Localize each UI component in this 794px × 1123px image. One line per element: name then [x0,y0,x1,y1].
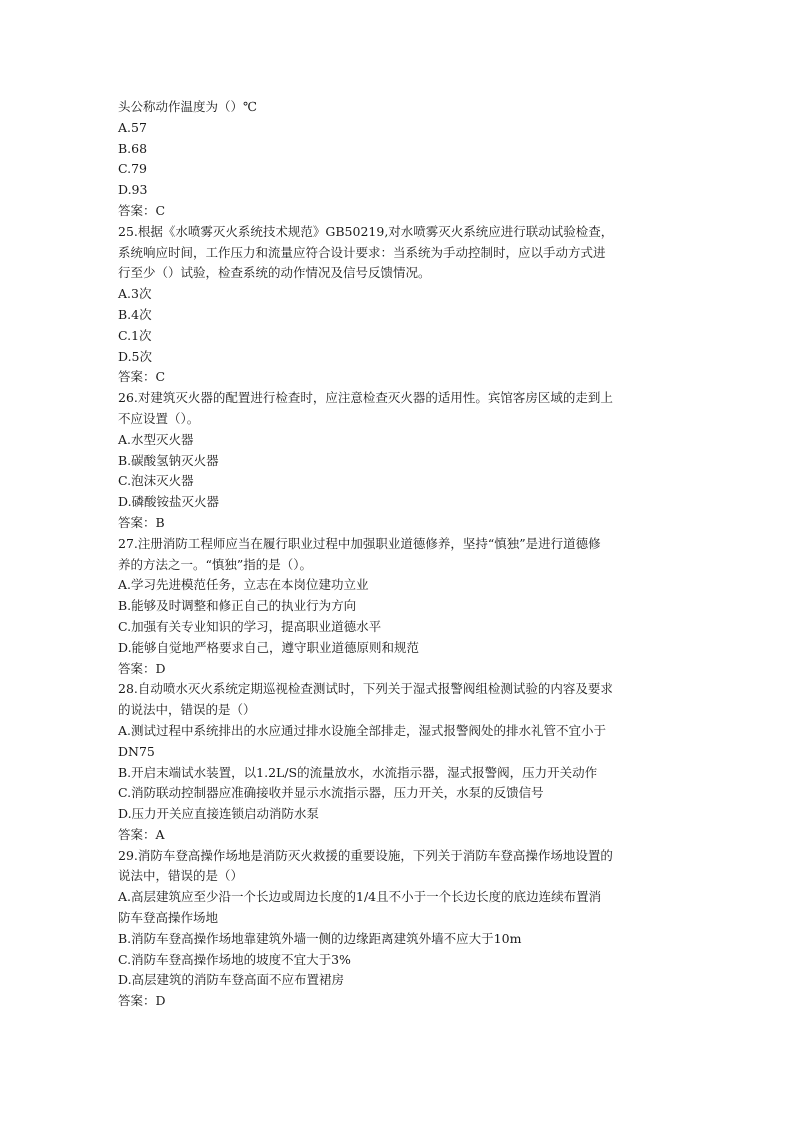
option-line: D.能够自觉地严格要求自己，遵守职业道德原则和规范 [118,639,420,655]
text-line: 的说法中，错误的是（） [118,702,256,718]
option-line: B.消防车登高操作场地靠建筑外墙一侧的边缘距离建筑外墙不应大于10m [118,930,522,946]
option-line: B.开启末端试水装置，以1.2L/S的流量放水，水流指示器，湿式报警阀，压力开关动作 [118,764,598,780]
option-line: D.磷酸铵盐灭火器 [118,494,220,510]
option-line: A.57 [118,119,147,135]
document-body [118,97,678,1012]
option-line: B.4次 [118,306,152,322]
option-line: D.高层建筑的消防车登高面不应布置裙房 [118,972,345,988]
answer-line: 答案：B [118,514,165,530]
option-line: B.碳酸氢钠灭火器 [118,452,219,468]
option-line: D.压力开关应直接连锁启动消防水泵 [118,806,320,822]
question-line: 25.根据《水喷雾灭火系统技术规范》GB50219,对水喷雾灭火系统应进行联动试验检查， [118,223,614,239]
option-line: A.高层建筑应至少沿一个长边或周边长度的1/4且不小于一个长边长度的底边连续布置消 [118,889,602,905]
option-line: A.学习先进模范任务，立志在本岗位建功立业 [118,577,369,593]
option-line: B.能够及时调整和修正自己的执业行为方向 [118,598,357,614]
text-line: 不应设置（）。 [118,410,200,426]
option-line: D.5次 [118,348,153,364]
option-line: A.水型灭火器 [118,431,194,447]
answer-line: 答案：D [118,660,166,676]
question-line: 26.对建筑灭火器的配置进行检查时，应注意检查灭火器的适用性。宾馆客房区域的走到上 [118,390,613,406]
text-line: 说法中，错误的是（） [118,868,244,884]
answer-line: 答案：A [118,826,165,842]
text-line: 头公称动作温度为（）℃ [118,99,257,114]
answer-line: 答案：C [118,369,166,385]
option-line: C.消防车登高操作场地的坡度不宜大于3% [118,951,351,967]
text-line: 防车登高操作场地 [118,910,219,926]
option-line: B.68 [118,140,148,156]
option-line: C.79 [118,161,147,177]
option-line: D.93 [118,182,148,198]
option-line: A.3次 [118,286,152,302]
option-line: C.消防联动控制器应准确接收并显示水流指示器，压力开关，水泵的反馈信号 [118,785,544,801]
option-line: A.测试过程中系统排出的水应通过排水设施全部排走，湿式报警阀处的排水礼管不宜小于 [118,722,607,738]
text-line: 行至少（）试验，检查系统的动作情况及信号反馈情况。 [118,265,431,281]
option-line: C.泡沫灭火器 [118,473,194,489]
answer-line: 答案：C [118,202,166,218]
text-line: 养的方法之一。“慎独”指的是（）。 [118,556,313,572]
answer-line: 答案：D [118,993,166,1009]
option-line: C.1次 [118,327,152,343]
question-line: 29.消防车登高操作场地是消防灭火救援的重要设施，下列关于消防车登高操作场地设置的 [118,847,613,863]
question-line: 28.自动喷水灭火系统定期巡视检查测试时，下列关于湿式报警阀组检测试验的内容及要求 [118,681,613,697]
text-line: 系统响应时间，工作压力和流量应符合设计要求：当系统为手动控制时，应以手动方式进 [118,244,606,260]
text-line: DN75 [118,743,155,759]
question-line: 27.注册消防工程师应当在履行职业过程中加强职业道德修养，坚持“慎独”是进行道德修 [118,535,601,551]
option-line: C.加强有关专业知识的学习，提高职业道德水平 [118,618,382,634]
